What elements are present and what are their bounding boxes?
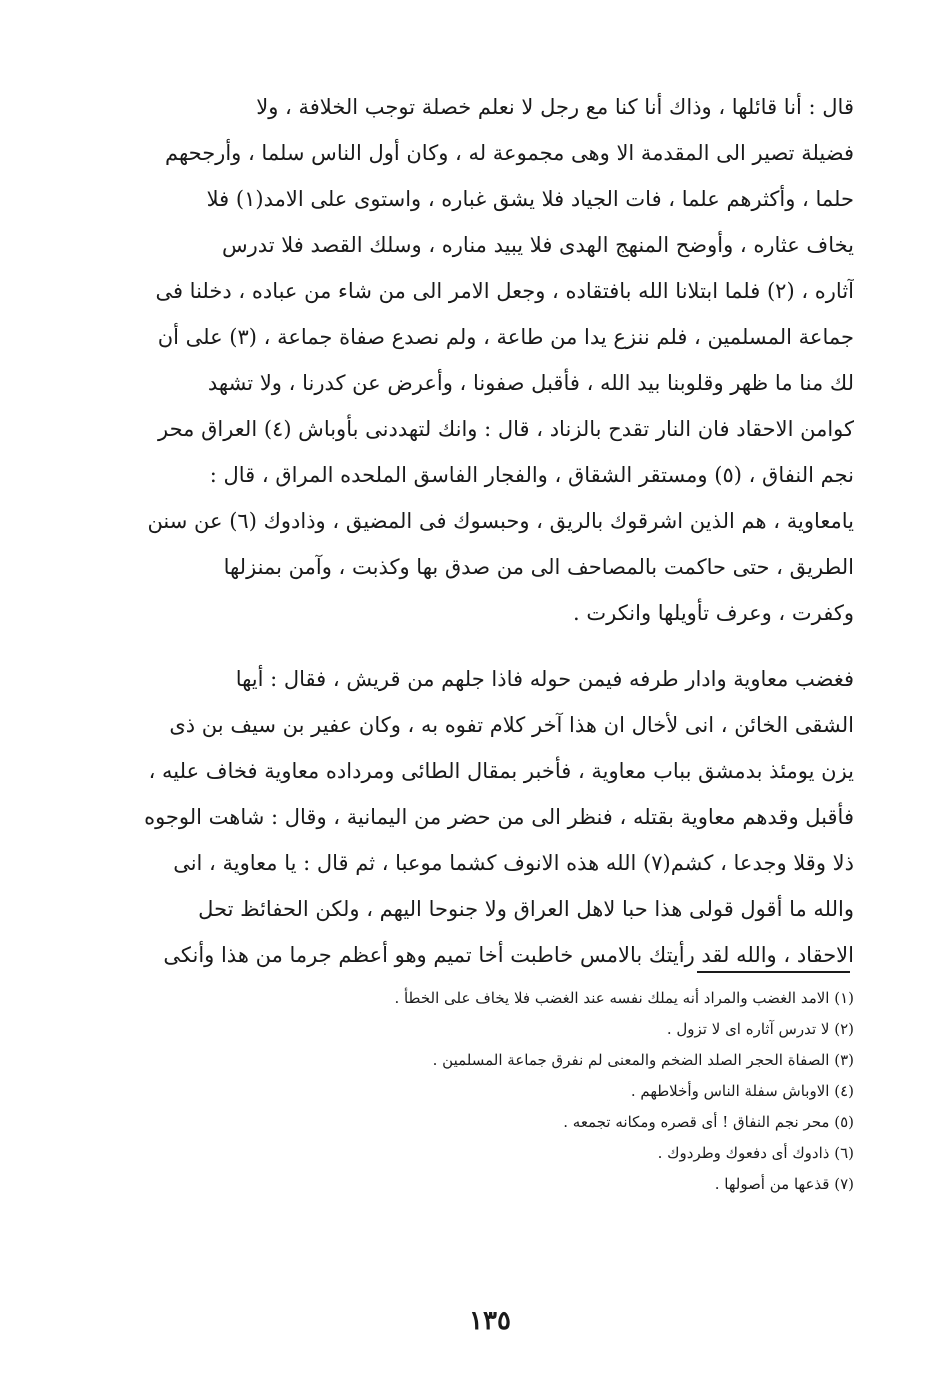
- footnote: (٣) الصفاة الحجر الصلد الضخم والمعنى لم نفرق جماعة المسلمين .: [432, 1051, 854, 1069]
- text-line: والله ما أقول قولى هذا حبا لاهل العراق ولا جنوحا اليهم ، ولكن الحفائظ تحل: [198, 897, 854, 921]
- footnote: (٧) قذعها من أصولها .: [714, 1175, 854, 1193]
- text-line: حلما ، وأكثرهم علما ، فات الجياد فلا يشق غباره ، واستوى على الامد(١) فلا: [206, 187, 854, 211]
- text-line: يزن يومئذ بدمشق بباب معاوية ، فأخبر بمقال الطائى ومرداده معاوية فخاف عليه ،: [148, 759, 854, 783]
- page-number: ١٣٥: [469, 1306, 511, 1336]
- footnote: (٤) الاوباش سفلة الناس وأخلاطهم .: [630, 1082, 854, 1100]
- footnote: (١) الامد الغضب والمراد أنه يملك نفسه عند الغضب فلا يخاف على الخطأ .: [394, 989, 854, 1007]
- text-line: لك منا ما ظهر وقلوبنا بيد الله ، فأقبل صفونا ، وأعرض عن كدرنا ، ولا تشهد: [207, 371, 854, 395]
- text-line: الشقى الخائن ، انى لأخال ان هذا آخر كلام تفوه به ، وكان عفير بن سيف بن ذى: [169, 713, 854, 737]
- text-line: فضيلة تصير الى المقدمة الا وهى مجموعة له ، وكان أول الناس سلما ، وأرجحهم: [164, 141, 854, 165]
- text-line: يامعاوية ، هم الذين اشرقوك بالريق ، وحبسوك فى المضيق ، وذادوك (٦) عن سنن: [147, 509, 854, 533]
- text-line: الاحقاد ، والله لقد رأيتك بالامس خاطبت أخا تميم وهو أعظم جرما من هذا وأنكى: [163, 943, 854, 967]
- main-text: [142, 84, 854, 978]
- text-line: يخاف عثاره ، وأوضح المنهج الهدى فلا يبيد مناره ، وسلك القصد فلا تدرس: [221, 233, 854, 257]
- paragraph-1: [142, 84, 854, 636]
- footnote: (٢) لا تدرس آثاره اى لا تزول .: [666, 1020, 854, 1038]
- text-line: الطريق ، حتى حاكمت بالمصاحف الى من صدق بها وكذبت ، وآمن بمنزلها: [223, 555, 854, 579]
- text-line: وكفرت ، وعرف تأويلها وانكرت .: [572, 601, 854, 625]
- text-line: فأقبل وقدهم معاوية بقتله ، فنظر الى من حضر من اليمانية ، وقال : شاهت الوجوه: [144, 805, 854, 829]
- footnotes: [142, 983, 854, 1200]
- text-line: نجم النفاق ، (٥) ومستقر الشقاق ، والفجار الفاسق الملحده المراق ، قال :: [209, 463, 854, 487]
- text-line: كوامن الاحقاد فان النار تقدح بالزناد ، قال : وانك لتهددنى بأوباش (٤) العراق محر: [158, 417, 854, 441]
- text-line: آثاره ، (٢) فلما ابتلانا الله بافتقاده ، وجعل الامر الى من شاء من عباده ، دخلنا فى: [155, 279, 854, 303]
- text-line: جماعة المسلمين ، فلم ننزع يدا من طاعة ، ولم نصدع صفاة جماعة ، (٣) على أن: [157, 325, 854, 349]
- footnote: (٥) محر نجم النفاق ! أى قصره ومكانه تجمعه .: [563, 1113, 854, 1131]
- footnote-divider: [697, 971, 850, 973]
- paragraph-gap: [142, 636, 854, 656]
- text-line: ذلا وقلا وجدعا ، كشم(٧) الله هذه الانوف كشما موعبا ، ثم قال : يا معاوية ، انى: [173, 851, 854, 875]
- footnote: (٦) ذادوك أى دفعوك وطردوك .: [657, 1144, 854, 1162]
- text-line: قال : أنا قائلها ، وذاك أنا كنا مع رجل لا نعلم خصلة توجب الخلافة ، ولا: [256, 95, 854, 119]
- text-line: فغضب معاوية وادار طرفه فيمن حوله فاذا جلهم من قريش ، فقال : أيها: [235, 667, 854, 691]
- paragraph-2: [142, 656, 854, 978]
